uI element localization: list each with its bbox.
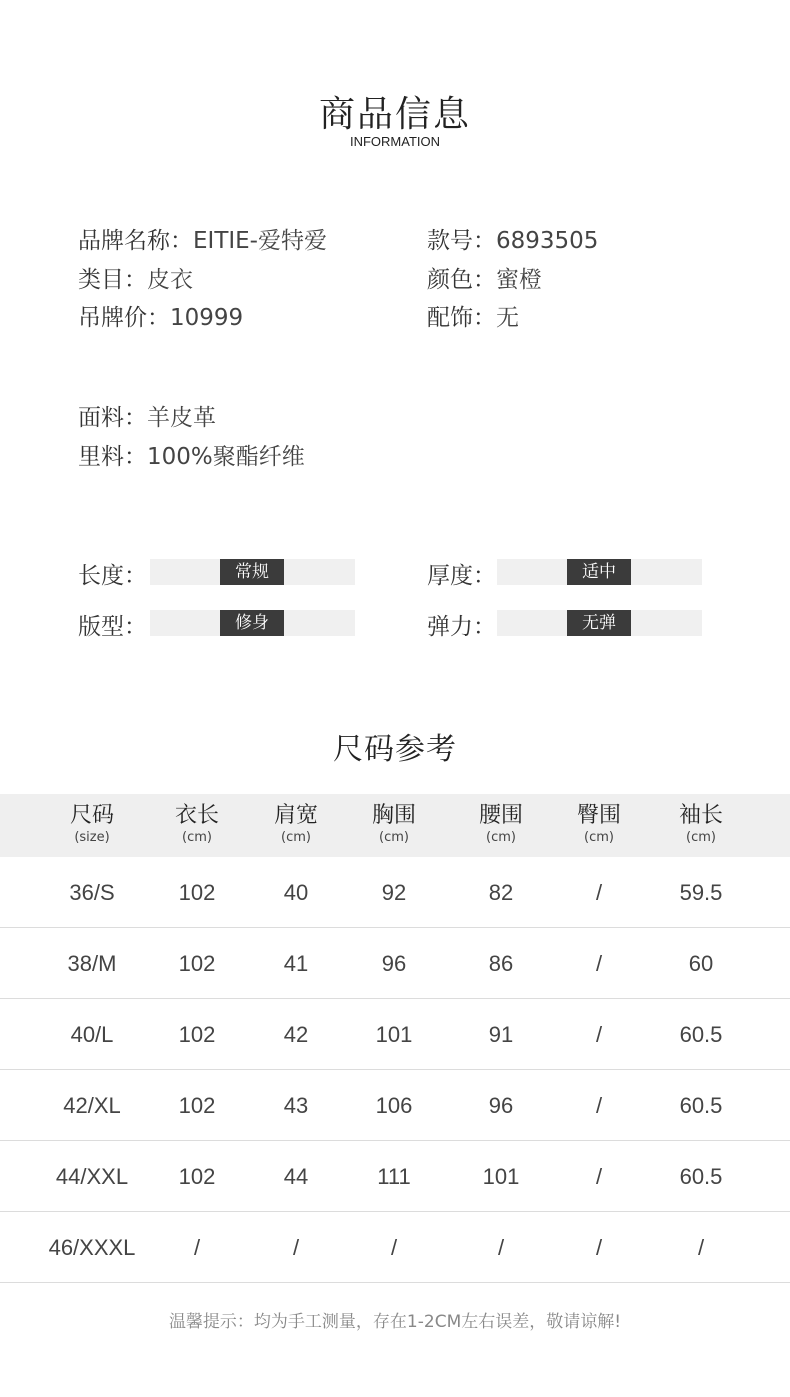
column-unit: (cm) bbox=[281, 830, 311, 845]
cell-hip: / bbox=[595, 1164, 603, 1189]
column-unit: (cm) bbox=[379, 830, 409, 845]
column-header-waist bbox=[451, 803, 551, 847]
info-accessory bbox=[427, 299, 519, 332]
brand-label: 品牌名称： bbox=[78, 228, 193, 254]
cell-length: 102 bbox=[178, 1093, 216, 1118]
cell-shoulder: 40 bbox=[283, 880, 309, 905]
fit-label: 版型： bbox=[78, 614, 147, 640]
thickness-chip: 适中 bbox=[567, 559, 631, 585]
table-row bbox=[0, 928, 790, 999]
cell-chest: 92 bbox=[381, 880, 407, 905]
cell-chest: 96 bbox=[381, 951, 407, 976]
cell-chest: 111 bbox=[377, 1164, 411, 1189]
cell-shoulder: 41 bbox=[283, 951, 309, 976]
cell-waist: 91 bbox=[488, 1022, 514, 1047]
cell-waist: 96 bbox=[488, 1093, 514, 1118]
category-value: 皮衣 bbox=[147, 267, 193, 293]
color-value: 蜜橙 bbox=[496, 267, 542, 293]
column-name: 尺码 bbox=[69, 803, 114, 828]
column-unit: (cm) bbox=[486, 830, 516, 845]
table-row bbox=[0, 1070, 790, 1141]
column-unit: (cm) bbox=[584, 830, 614, 845]
style-no-label: 款号： bbox=[427, 228, 496, 254]
info-tag-price bbox=[78, 299, 243, 332]
column-unit: (cm) bbox=[686, 830, 716, 845]
column-unit: (cm) bbox=[182, 830, 212, 845]
info-brand bbox=[78, 222, 327, 255]
info-category bbox=[78, 261, 193, 294]
column-name: 衣长 bbox=[174, 803, 219, 828]
cell-hip: / bbox=[595, 1093, 603, 1118]
elasticity-scale bbox=[497, 610, 702, 636]
cell-chest: / bbox=[390, 1235, 398, 1260]
fabric-label: 面料： bbox=[78, 405, 147, 431]
column-name: 袖长 bbox=[678, 803, 723, 828]
thickness-label: 厚度： bbox=[427, 563, 496, 589]
cell-sleeve: 60.5 bbox=[679, 1022, 723, 1047]
tag-price-label: 吊牌价： bbox=[78, 305, 170, 331]
cell-sleeve: 59.5 bbox=[679, 880, 723, 905]
accessory-value: 无 bbox=[496, 305, 519, 331]
info-lining bbox=[78, 438, 305, 471]
cell-length: 102 bbox=[178, 1164, 216, 1189]
cell-size: 46/XXXL bbox=[48, 1235, 136, 1260]
length-chip: 常规 bbox=[220, 559, 284, 585]
cell-shoulder: 43 bbox=[283, 1093, 309, 1118]
attr-fit bbox=[78, 608, 368, 638]
table-row bbox=[0, 1141, 790, 1212]
accessory-label: 配饰： bbox=[427, 305, 496, 331]
thickness-scale bbox=[497, 559, 702, 585]
cell-sleeve: 60.5 bbox=[679, 1164, 723, 1189]
style-no-value: 6893505 bbox=[496, 228, 599, 254]
column-header-sleeve bbox=[651, 803, 751, 847]
cell-shoulder: 44 bbox=[283, 1164, 309, 1189]
cell-waist: 101 bbox=[482, 1164, 520, 1189]
elasticity-chip: 无弹 bbox=[567, 610, 631, 636]
cell-shoulder: 42 bbox=[283, 1022, 309, 1047]
length-scale bbox=[150, 559, 355, 585]
info-color bbox=[427, 261, 542, 294]
fit-chip: 修身 bbox=[220, 610, 284, 636]
column-header-shoulder bbox=[246, 803, 346, 847]
fit-scale bbox=[150, 610, 355, 636]
table-row bbox=[0, 999, 790, 1070]
length-label: 长度： bbox=[78, 563, 147, 589]
cell-waist: / bbox=[497, 1235, 505, 1260]
measurement-tip: 温馨提示：均为手工测量，存在1-2CM左右误差，敬请谅解! bbox=[168, 1312, 622, 1332]
cell-size: 40/L bbox=[70, 1022, 114, 1047]
category-label: 类目： bbox=[78, 267, 147, 293]
column-header-hip bbox=[549, 803, 649, 847]
lining-value: 100%聚酯纤维 bbox=[147, 444, 305, 470]
cell-sleeve: / bbox=[697, 1235, 705, 1260]
cell-size: 38/M bbox=[67, 951, 117, 976]
cell-waist: 82 bbox=[488, 880, 514, 905]
table-row bbox=[0, 1212, 790, 1283]
attr-thickness bbox=[427, 557, 717, 587]
color-label: 颜色： bbox=[427, 267, 496, 293]
cell-sleeve: 60.5 bbox=[679, 1093, 723, 1118]
size-table-body bbox=[0, 857, 790, 1283]
cell-size: 42/XL bbox=[63, 1093, 121, 1118]
column-name: 腰围 bbox=[478, 803, 523, 828]
cell-waist: 86 bbox=[488, 951, 514, 976]
cell-size: 36/S bbox=[69, 880, 115, 905]
size-table-header bbox=[0, 794, 790, 857]
column-name: 肩宽 bbox=[273, 803, 318, 828]
cell-sleeve: 60 bbox=[688, 951, 714, 976]
cell-hip: / bbox=[595, 951, 603, 976]
cell-shoulder: / bbox=[292, 1235, 300, 1260]
cell-length: / bbox=[193, 1235, 201, 1260]
size-table bbox=[0, 794, 790, 1283]
attr-elasticity bbox=[427, 608, 717, 638]
column-name: 臀围 bbox=[576, 803, 621, 828]
cell-chest: 106 bbox=[375, 1093, 413, 1118]
column-name: 胸围 bbox=[371, 803, 416, 828]
cell-hip: / bbox=[595, 880, 603, 905]
cell-hip: / bbox=[595, 1022, 603, 1047]
attr-length bbox=[78, 557, 368, 587]
cell-length: 102 bbox=[178, 880, 216, 905]
brand-value: EITIE-爱特爱 bbox=[193, 228, 327, 254]
cell-length: 102 bbox=[178, 1022, 216, 1047]
lining-label: 里料： bbox=[78, 444, 147, 470]
cell-chest: 101 bbox=[375, 1022, 413, 1047]
page-subtitle: INFORMATION bbox=[349, 134, 441, 149]
column-unit: (size) bbox=[74, 830, 110, 845]
elasticity-label: 弹力： bbox=[427, 614, 496, 640]
cell-size: 44/XXL bbox=[55, 1164, 129, 1189]
size-chart-title: 尺码参考 bbox=[333, 732, 457, 767]
info-style-no bbox=[427, 222, 598, 255]
cell-length: 102 bbox=[178, 951, 216, 976]
page-title: 商品信息 bbox=[318, 94, 471, 135]
column-header-size bbox=[42, 803, 142, 847]
info-fabric bbox=[78, 399, 216, 432]
fabric-value: 羊皮革 bbox=[147, 405, 216, 431]
tag-price-value: 10999 bbox=[170, 305, 244, 331]
column-header-chest bbox=[344, 803, 444, 847]
cell-hip: / bbox=[595, 1235, 603, 1260]
column-header-length bbox=[147, 803, 247, 847]
table-row bbox=[0, 857, 790, 928]
